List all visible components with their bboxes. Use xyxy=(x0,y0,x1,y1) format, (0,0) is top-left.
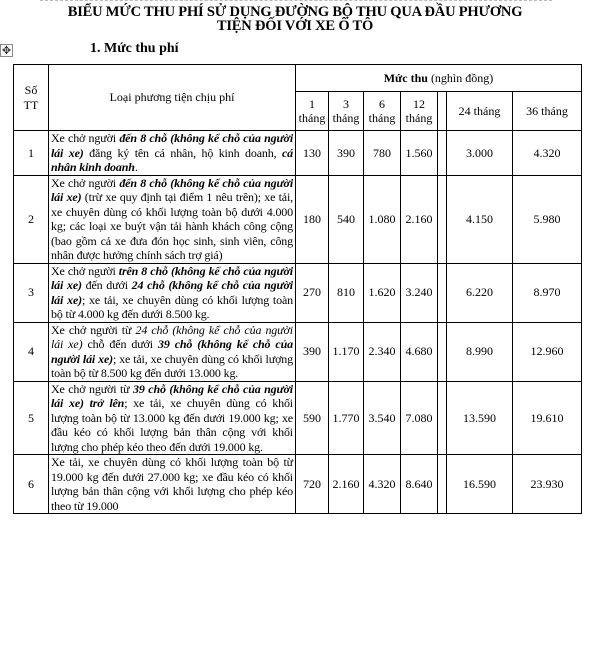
table-row xyxy=(14,175,582,263)
header-period: 1 tháng xyxy=(296,92,329,131)
header-period: 24 tháng xyxy=(447,92,513,131)
fee-spacer-cell xyxy=(438,455,447,514)
fee-value: 13.590 xyxy=(447,381,513,455)
fee-value: 3.000 xyxy=(447,131,513,176)
vehicle-description xyxy=(49,455,296,514)
fee-value: 810 xyxy=(329,263,364,322)
description-emphasis: 39 chỗ (không kể chỗ của người lái xe) xyxy=(51,337,293,366)
fee-value: 1.170 xyxy=(329,322,364,381)
description-text: Xe chở người từ xyxy=(51,381,134,396)
description-emphasis: 24 chỗ (không kể chỗ của người lái xe) xyxy=(51,322,293,351)
fee-table xyxy=(13,64,582,514)
fee-value: 3.540 xyxy=(364,381,401,455)
header-rate-unit: (nghìn đồng) xyxy=(427,70,494,85)
row-number: 4 xyxy=(14,322,49,381)
fee-value: 2.160 xyxy=(401,175,438,263)
fee-value: 4.150 xyxy=(447,175,513,263)
description-text: (trừ xe quy định tại điểm 1 nêu trên); xe tải, xe chuyên dùng có khối lượng toàn bộ dưới 4.000 kg; các loại xe buýt vận tải hành khách công cộng (bao gồm cả xe đưa đón học sinh, sinh viên, công nhân được hưởng chính sách trợ giá) xyxy=(51,190,294,262)
fee-spacer-cell xyxy=(438,263,447,322)
fee-value: 2.340 xyxy=(364,322,401,381)
description-emphasis: 24 chỗ (không kể chỗ của người lái xe) xyxy=(51,278,293,307)
table-row xyxy=(14,131,582,176)
fee-value: 270 xyxy=(296,263,329,322)
header-period: 3 tháng xyxy=(329,92,364,131)
fee-value: 720 xyxy=(296,455,329,514)
fee-value: 16.590 xyxy=(447,455,513,514)
fee-value: 2.160 xyxy=(329,455,364,514)
row-number: 6 xyxy=(14,455,49,514)
description-text: Xe chở người từ xyxy=(51,322,136,337)
fee-value: 8.990 xyxy=(447,322,513,381)
fee-value: 4.320 xyxy=(513,131,582,176)
fee-spacer-cell xyxy=(438,131,447,176)
fee-value: 390 xyxy=(296,322,329,381)
document-title-line-1: BIỂU MỨC THU PHÍ SỬ DỤNG ĐƯỜNG BỘ THU QUA ĐẦU PHƯƠNG xyxy=(67,4,523,20)
fee-value: 1.620 xyxy=(364,263,401,322)
table-row xyxy=(14,263,582,322)
header-period: 6 tháng xyxy=(364,92,401,131)
vehicle-description xyxy=(49,322,296,381)
fee-value: 3.240 xyxy=(401,263,438,322)
fee-spacer-cell xyxy=(438,175,447,263)
page-top-border xyxy=(40,0,552,1)
header-rate xyxy=(296,65,582,92)
document-title-line-2: TIỆN ĐỐI VỚI XE Ô TÔ xyxy=(216,18,374,34)
fee-value: 590 xyxy=(296,381,329,455)
row-number: 5 xyxy=(14,381,49,455)
vehicle-description xyxy=(49,381,296,455)
header-period-spacer xyxy=(438,92,447,131)
description-emphasis: đến 8 chỗ (không kể chỗ của người lái xe) xyxy=(51,131,293,160)
header-period: 36 tháng xyxy=(513,92,582,131)
row-number: 2 xyxy=(14,175,49,263)
move-arrows-icon[interactable]: ✥ xyxy=(1,44,12,57)
fee-value: 4.320 xyxy=(364,455,401,514)
row-number: 3 xyxy=(14,263,49,322)
fee-value: 1.770 xyxy=(329,381,364,455)
fee-value: 7.080 xyxy=(401,381,438,455)
description-emphasis: 39 chỗ (không kể chỗ của người lái xe) trở lên xyxy=(51,381,293,410)
fee-spacer-cell xyxy=(438,381,447,455)
fee-value: 4.680 xyxy=(401,322,438,381)
fee-value: 6.220 xyxy=(447,263,513,322)
fee-spacer-cell xyxy=(438,322,447,381)
description-text: . xyxy=(134,160,138,174)
table-row xyxy=(14,455,582,514)
description-text: ; xe tải, xe chuyên dùng có khối lượng toàn bộ từ 8.500 kg đến dưới 13.000 kg. xyxy=(51,351,293,380)
fee-table-body xyxy=(14,131,582,514)
fee-value: 8.970 xyxy=(513,263,582,322)
fee-value: 540 xyxy=(329,175,364,263)
fee-value: 180 xyxy=(296,175,329,263)
description-emphasis: trên 8 chỗ (không kể chỗ của người lái xe) xyxy=(51,263,293,292)
fee-value: 1.080 xyxy=(364,175,401,263)
row-number: 1 xyxy=(14,131,49,176)
description-text: Xe chở người xyxy=(51,175,120,190)
vehicle-description xyxy=(49,263,296,322)
fee-value: 12.960 xyxy=(513,322,582,381)
fee-value: 19.610 xyxy=(513,381,582,455)
section-heading: 1. Mức thu phí xyxy=(90,41,179,56)
description-emphasis: cá nhân kinh doanh xyxy=(51,145,293,174)
description-text: ; xe tải, xe chuyên dùng có khối lượng toàn bộ từ 13.000 kg đến dưới 19.000 kg; xe đầu kéo có khối lượng bản thân cộng với khối lượng cho phép kéo theo đến dưới 19.000 kg. xyxy=(51,396,293,454)
fee-value: 130 xyxy=(296,131,329,176)
header-period: 12 tháng xyxy=(401,92,438,131)
fee-value: 5.980 xyxy=(513,175,582,263)
fee-value: 23.930 xyxy=(513,455,582,514)
header-rate-label: Mức thu xyxy=(383,70,428,85)
table-row xyxy=(14,322,582,381)
description-text: đăng ký tên cá nhân, hộ kinh doanh, xyxy=(83,145,282,160)
description-text: ; xe tải, xe chuyên dùng có khối lượng toàn bộ từ 4.000 kg đến dưới 8.500 kg. xyxy=(51,292,293,321)
fee-value: 780 xyxy=(364,131,401,176)
vehicle-description xyxy=(49,131,296,176)
vehicle-description xyxy=(49,175,296,263)
description-text: Xe chở người xyxy=(51,263,119,278)
description-text: đến dưới xyxy=(81,278,132,292)
table-row xyxy=(14,381,582,455)
description-text: chỗ đến dưới xyxy=(82,337,158,351)
fee-value: 390 xyxy=(329,131,364,176)
header-stt: Số TT xyxy=(14,65,49,131)
description-emphasis: đến 8 chỗ (không kể chỗ của người lái xe) xyxy=(51,175,293,204)
description-text: Xe tải, xe chuyên dùng có khối lượng toàn bộ từ 19.000 kg đến dưới 27.000 kg; xe đầu kéo có khối lượng bản thân cộng với khối lượng cho phép kéo theo từ 19.000 xyxy=(51,455,293,513)
header-vehicle-type: Loại phương tiện chịu phí xyxy=(49,65,296,131)
fee-value: 8.640 xyxy=(401,455,438,514)
description-text: Xe chở người xyxy=(51,131,120,145)
fee-value: 1.560 xyxy=(401,131,438,176)
